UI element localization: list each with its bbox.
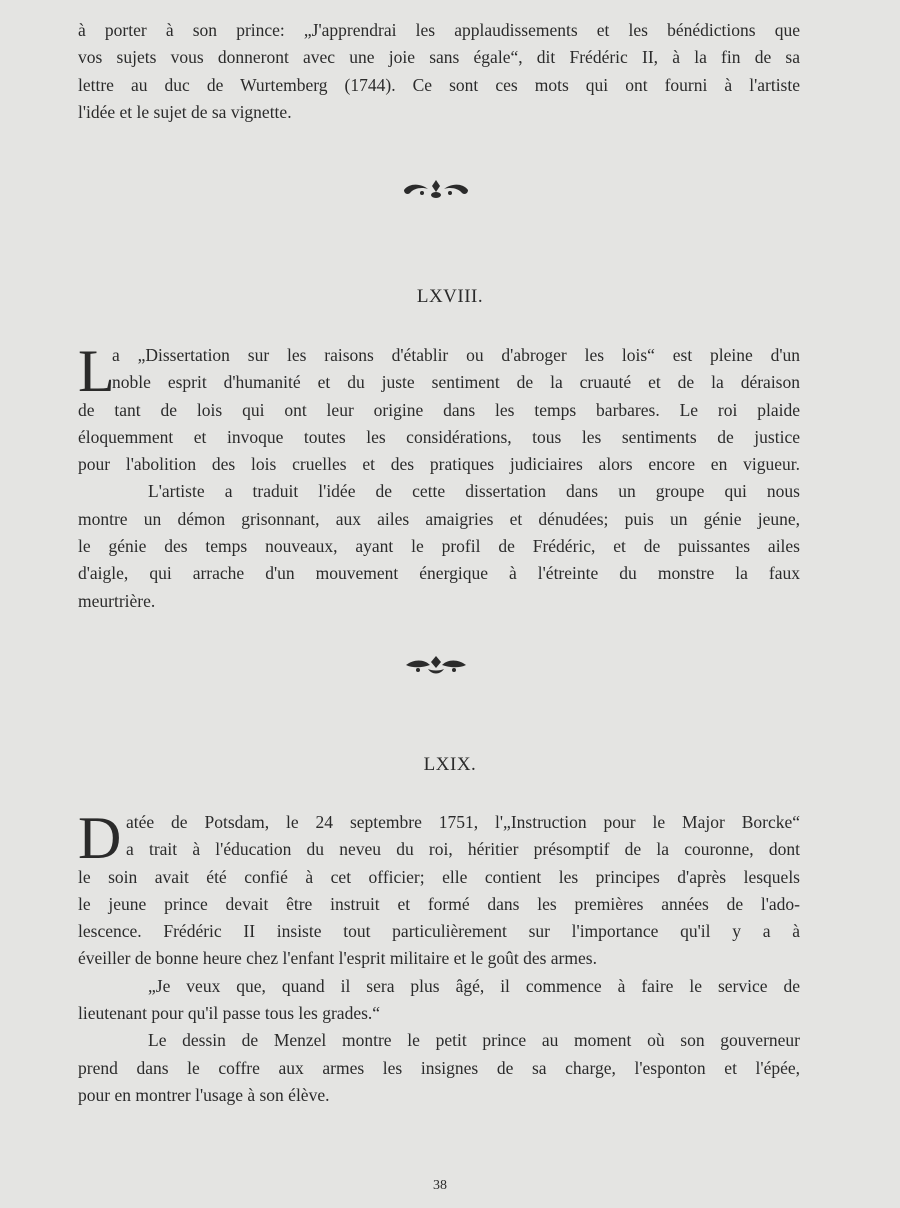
text-line: à porter à son prince: „J'apprendrai les applaudissements et les bénédictions que xyxy=(78,20,800,40)
text-line: atée de Potsdam, le 24 septembre 1751, l'„Instruction pour le Major Borcke“ xyxy=(126,812,800,832)
text-line: le génie des temps nouveaux, ayant le profil de Frédéric, et de puissantes ailes xyxy=(78,536,800,557)
text-line: noble esprit d'humanité et du juste sentiment de la cruauté et de la déraison xyxy=(112,372,800,393)
text-line: a trait à l'éducation du neveu du roi, héritier présomptif de la couronne, dont xyxy=(126,839,800,860)
section-lxix-body xyxy=(78,805,800,1109)
text-line: le soin avait été confié à cet officier; elle contient les principes d'après lesquels xyxy=(78,866,800,887)
drop-cap: L xyxy=(78,338,115,404)
text-line: Le dessin de Menzel montre le petit prince au moment où son gouverneur xyxy=(148,1030,800,1051)
text-line: „Je veux que, quand il sera plus âgé, il commence à faire le service de xyxy=(148,975,800,996)
text-line: d'aigle, qui arrache d'un mouvement énergique à l'étreinte du monstre la faux xyxy=(78,563,800,584)
text-line: éloquemment et invoque toutes les considérations, tous les sentiments de justice xyxy=(78,426,800,447)
text-line: l'idée et le sujet de sa vignette. xyxy=(78,101,292,122)
text-line: pour l'abolition des lois cruelles et des pratiques judiciaires alors encore en vigueur. xyxy=(78,454,800,475)
text-line: de tant de lois qui ont leur origine dans les temps barbares. Le roi plaide xyxy=(78,399,800,420)
text-line: éveiller de bonne heure chez l'enfant l'esprit militaire et le goût des armes. xyxy=(78,948,597,969)
ornament-icon xyxy=(400,655,472,677)
text-line: lettre au duc de Wurtemberg (1744). Ce sont ces mots qui ont fourni à l'artiste xyxy=(78,74,800,95)
section-heading-lxix: LXIX. xyxy=(423,754,477,775)
page-number: 38 xyxy=(433,1178,447,1193)
section-lxviii-body xyxy=(78,338,800,615)
text-line: montre un démon grisonnant, aux ailes amaigries et dénudées; puis un génie jeune, xyxy=(78,508,800,529)
ornament-icon xyxy=(400,178,472,200)
section-heading-lxviii: LXVIII. xyxy=(416,286,484,307)
text-line: L'artiste a traduit l'idée de cette dissertation dans un groupe qui nous xyxy=(148,481,800,502)
text-line: vos sujets vous donneront avec une joie sans égale“, dit Frédéric II, à la fin de sa xyxy=(78,47,800,68)
text-line: lescence. Frédéric II insiste tout particulièrement sur l'importance qu'il y a à xyxy=(78,921,800,942)
text-line: a „Dissertation sur les raisons d'établir ou d'abroger les lois“ est pleine d'un xyxy=(112,345,800,365)
drop-cap: D xyxy=(78,805,122,871)
intro-paragraph xyxy=(78,17,800,126)
text-line: prend dans le coffre aux armes les insignes de sa charge, l'esponton et l'épée, xyxy=(78,1057,800,1078)
text-line: pour en montrer l'usage à son élève. xyxy=(78,1084,330,1105)
text-line: meurtrière. xyxy=(78,590,156,611)
text-line: lieutenant pour qu'il passe tous les grades.“ xyxy=(78,1003,381,1024)
text-line: le jeune prince devait être instruit et formé dans les premières années de l'ado- xyxy=(78,893,800,914)
